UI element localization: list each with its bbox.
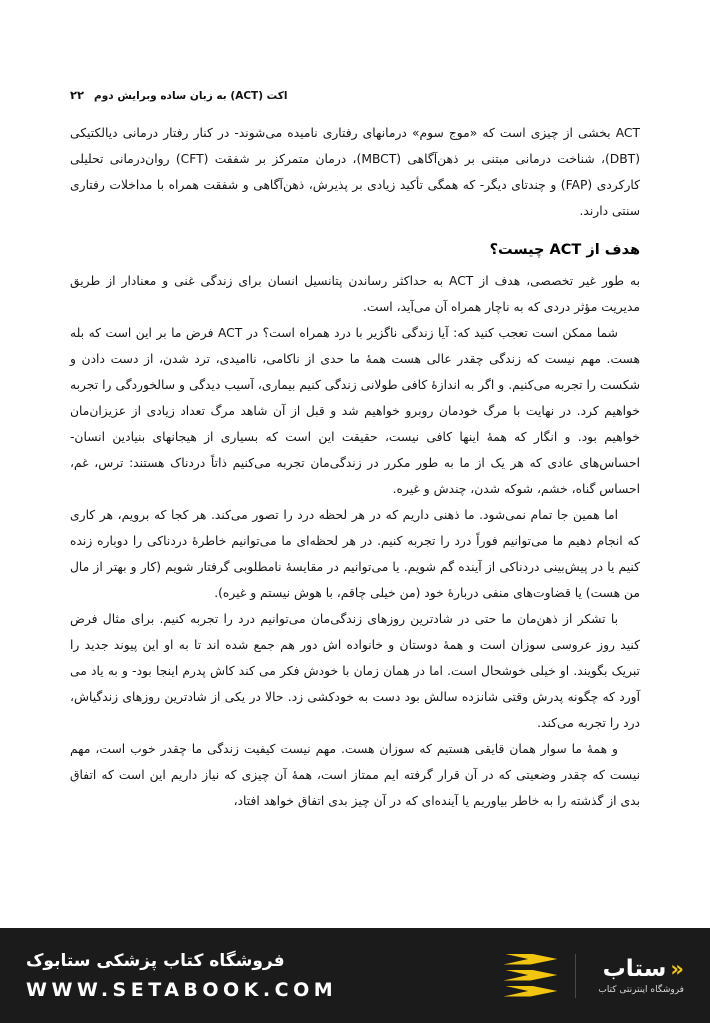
logo-chevron-3 bbox=[503, 986, 557, 997]
footer-store-info bbox=[26, 951, 337, 1001]
paragraph-body-3: اما همین جا تمام نمی‌شود. ما ذهنی داریم که در هر لحظه درد را تصور می‌کند. هر کجا که برویم، هر کاری که انجام دهیم ما می‌توانیم فوراً درد را تجربه کنیم. در هر لحظه‌ای ما می‌توانیم خاطرهٔ دردناکی را دوباره زنده کنیم یا در پیش‌بینی دردناکی از آینده گم شویم. یا می‌توانیم در مقایسهٔ نامطلوبی گرفتار شویم (کار و بهتر از مال من هست) یا قضاوت‌های منفی دربارهٔ خود (من خیلی چاقم، با هوش نیستم و غیره). bbox=[70, 508, 640, 600]
paragraph-body-4: با تشکر از ذهن‌مان ما حتی در شادترین روزهای زندگی‌مان می‌توانیم درد را تجربه کنیم. برای مثال فرض کنید روز عروسی سوزان است و همهٔ دوستان و خانواده اش دور هم جمع شده اند تا به او این پیوند جدید را تبریک بگویند. او خیلی خوشحال است. اما در همان زمان با خودش فکر می کند کاش پدرم اینجا بود- و به یاد می آورد که چگونه پدرش وقتی شانزده سالش بود دست به خودکشی زد. حالا در یکی از شادترین روزهای زندگیاش، درد را تجربه می‌کند. bbox=[70, 612, 640, 730]
footer-logo-area bbox=[503, 953, 684, 999]
footer-store-title: فروشگاه کتاب پزشکی ستابوک bbox=[26, 950, 285, 971]
brand-word bbox=[603, 956, 684, 982]
footer-banner bbox=[0, 928, 710, 1023]
brand-block bbox=[594, 956, 684, 995]
paragraph-intro: ACT بخشی از چیزی است که «موج سوم» درمانهای رفتاری نامیده می‌شوند- در کنار رفتار درمانی دیالکتیکی (DBT)، شناخت درمانی مبتنی بر ذهن‌آگاهی (MBCT)، درمان متمرکز بر شفقت (CFT) روان‌درمانی تحلیلی کارکردی (FAP) و چندتای دیگر- که همگی تأکید زیادی بر پذیرش، ذهن‌آگاهی و شفقت همراه با مداخلات رفتاری سنتی دارند. bbox=[70, 126, 641, 218]
brand-name: ستاب bbox=[602, 956, 667, 982]
logo-chevron-2 bbox=[503, 970, 557, 981]
header-book-title: اکت (ACT) به زبان ساده وبرایش دوم bbox=[94, 90, 288, 102]
double-chevron-icon: « bbox=[670, 956, 684, 981]
logo-chevron-1 bbox=[503, 954, 557, 965]
paragraph-body-1: به طور غیر تخصصی، هدف از ACT به حداکثر رساندن پتانسیل انسان برای زندگی غنی و معنادار از طریق مدیریت مؤثر دردی که به ناچار همراه آن می‌آید، است. bbox=[70, 274, 640, 314]
page-number: ۲۲ bbox=[70, 88, 85, 102]
footer-divider bbox=[575, 954, 576, 998]
paragraph-body-5: و همهٔ ما سوار همان قایقی هستیم که سوزان هست. مهم نیست کیفیت زندگی ما چقدر خوب است، مهم نیست که چقدر وضعیتی که در آن قرار گرفته ایم ممتاز است، همهٔ آن چیزی که نیاز داریم این است که اتفاق بدی از گذشته را به خاطر بیاوریم یا آینده‌ای که در آن چیز بدی اتفاق خواهد افتاد، bbox=[70, 742, 640, 808]
paragraph-body-2: شما ممکن است تعجب کنید که: آیا زندگی ناگزیر با درد همراه است؟ در ACT فرض ما بر این است که بله هست. مهم نیست که زندگی چقدر عالی هست همهٔ ما حدی از ناکامی، ناامیدی، ترد شدن، از دست دادن و شکست را تجربه می‌کنیم. و اگر به اندازهٔ کافی طولانی زندگی کنیم بیماری، آسیب دیدگی و سالخوردگی را تجربه خواهیم کرد. در نهایت با مرگ خودمان روبرو خواهیم شد و قبل از آن شاهد مرگ تعداد زیادی از عزیزان‌مان خواهیم بود. و انگار که همهٔ اینها کافی نیست، حقیقت این است که بسیاری از هیجانهای بنیادین انسان- احساس‌های عادی که هر یک از ما به طور مکرر در زندگی‌مان تجربه می‌کنیم ذاتاً دردناک هستند: ترس، غم، احساس گناه، خشم، شوکه شدن، چندش و غیره. bbox=[70, 326, 640, 496]
footer-website-url[interactable]: WWW.SETABOOK.COM bbox=[26, 978, 338, 1001]
setabook-logo-icon bbox=[503, 953, 557, 999]
section-heading: هدف از ACT چیست؟ bbox=[489, 242, 640, 258]
brand-subtitle: فروشگاه اینترنتی کتاب bbox=[598, 985, 684, 995]
page-content bbox=[70, 120, 640, 814]
running-header bbox=[70, 88, 640, 102]
